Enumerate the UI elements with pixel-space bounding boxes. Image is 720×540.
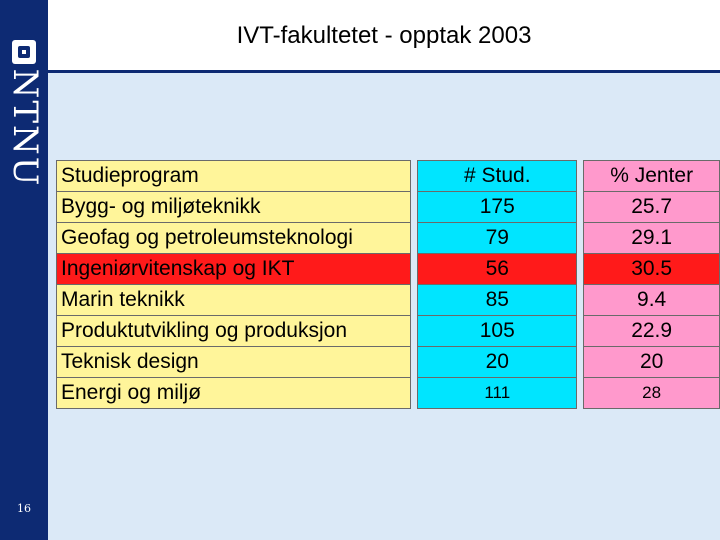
girls-percent-cell: 25.7 (584, 192, 720, 223)
admissions-table (56, 160, 720, 409)
slide-title: IVT-fakultetet - opptak 2003 (236, 22, 532, 49)
table-row (57, 378, 720, 409)
table-row-highlighted (57, 254, 720, 285)
page-number: 16 (17, 502, 31, 515)
header-girls: % Jenter (584, 161, 720, 192)
program-cell: Bygg- og miljøteknikk (57, 192, 411, 223)
students-cell: 85 (418, 285, 577, 316)
program-cell: Marin teknikk (57, 285, 411, 316)
ntnu-wordmark: NTNU (5, 68, 45, 188)
students-cell: 105 (418, 316, 577, 347)
table-row (57, 223, 720, 254)
program-cell: Geofag og petroleumsteknologi (57, 223, 411, 254)
students-cell: 20 (418, 347, 577, 378)
header-program: Studieprogram (57, 161, 411, 192)
table-row (57, 347, 720, 378)
students-cell: 175 (418, 192, 577, 223)
girls-percent-cell: 28 (584, 378, 720, 409)
program-cell: Energi og miljø (57, 378, 411, 409)
program-cell: Produktutvikling og produksjon (57, 316, 411, 347)
students-cell: 111 (418, 378, 577, 409)
table-header-row (57, 161, 720, 192)
table-row (57, 192, 720, 223)
header-students: # Stud. (418, 161, 577, 192)
ntnu-logo-icon (12, 40, 36, 64)
girls-percent-cell: 22.9 (584, 316, 720, 347)
girls-percent-cell: 30.5 (584, 254, 720, 285)
title-bar (48, 0, 720, 73)
girls-percent-cell: 29.1 (584, 223, 720, 254)
table-row (57, 285, 720, 316)
table-row (57, 316, 720, 347)
students-cell: 56 (418, 254, 577, 285)
program-cell: Teknisk design (57, 347, 411, 378)
sidebar (0, 0, 48, 540)
girls-percent-cell: 20 (584, 347, 720, 378)
students-cell: 79 (418, 223, 577, 254)
program-cell: Ingeniørvitenskap og IKT (57, 254, 411, 285)
girls-percent-cell: 9.4 (584, 285, 720, 316)
